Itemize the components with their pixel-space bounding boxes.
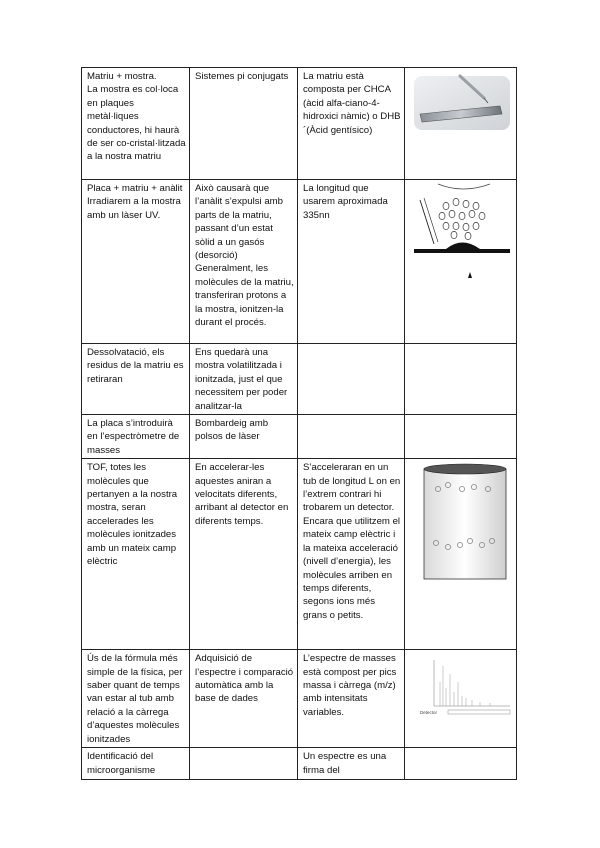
table-cell [82, 68, 190, 180]
table-cell [405, 68, 517, 180]
table-cell [190, 415, 298, 459]
table-cell [298, 459, 405, 650]
spectrum-peaks [440, 666, 490, 706]
table-cell [82, 180, 190, 344]
table-cell [82, 415, 190, 459]
laser-desorption-diagram [410, 182, 516, 294]
tube-body [424, 469, 506, 579]
row-7-note-text: Un espectre es una firma del [303, 751, 387, 776]
photo-background [414, 76, 510, 130]
table-cell [190, 344, 298, 415]
table-row [82, 415, 517, 459]
row-1-note-text: La matriu està composta per CHCA (àcid alfa-ciano-4-hidroxici nàmic) o DHB ´(Àcid gentísico) [303, 71, 401, 136]
tube-top [424, 464, 506, 474]
tof-tube-diagram [410, 461, 516, 589]
table-cell [405, 415, 517, 459]
table-cell [298, 748, 405, 780]
row-1-detail-text: Sistemes pi conjugats [195, 71, 289, 82]
table-cell [190, 748, 298, 780]
row-2-note-text: La longitud que usarem aproximada 335nn [303, 183, 388, 221]
table-cell [298, 68, 405, 180]
source-arc [438, 184, 490, 189]
table-cell [190, 650, 298, 748]
mass-spectrum-plot [410, 652, 516, 722]
row-2-detail-text: Això causarà que l’anàlit s’expulsi amb parts de la matriu, passant d’un estat sòlid a un gasós (desorció) Generalment, les molècules de la matriu, transferiran protons a la mostra, ionitzen-la durant el procés. [195, 183, 294, 329]
table-cell [405, 344, 517, 415]
row-6-detail-text: Adquisició de l’espectre i comparació automàtica amb la base de dades [195, 653, 294, 705]
table-cell [82, 344, 190, 415]
table-cell [405, 748, 517, 780]
table-cell [298, 344, 405, 415]
row-6-step-text: Ús de la fórmula més simple de la física, per saber quant de temps van estar al tub amb relació a la càrrega d’aquestes molècules ionitzades [87, 653, 183, 745]
row-2-step-text: Placa + matriu + anàlit Irradiarem a la mostra amb un làser UV. [87, 183, 183, 221]
table-cell [82, 459, 190, 650]
sample-mound [446, 243, 480, 250]
table-cell [405, 650, 517, 748]
metal-plate-photo [410, 70, 514, 140]
ion-cloud [439, 198, 485, 239]
table-cell [190, 459, 298, 650]
table-row [82, 650, 517, 748]
table-cell [190, 180, 298, 344]
row-7-step-text: Identificació del microorganisme [87, 751, 156, 776]
table-row [82, 459, 517, 650]
maldi-steps-table [81, 67, 517, 780]
table-row [82, 344, 517, 415]
arrow-icon [468, 272, 472, 278]
target-plate [414, 249, 510, 253]
table-row [82, 68, 517, 180]
row-5-step-text: TOF, totes les molècules que pertanyen a la nostra mostra, seran accelerades les molècules ionitzades amb un mateix camp elèctric [87, 462, 178, 568]
row-5-note-text: S’acceleraran en un tub de longitud L on en l’extrem contrari hi trobarem un detector. Encara que utilitzem el mateix camp elèctric i la mateixa acceleració (nivell d’energia), les molècules arriben en temps diferents, segons ions més grans o petits. [303, 462, 401, 621]
table-cell [82, 748, 190, 780]
detector-bar [448, 710, 510, 714]
row-3-step-text: Dessolvatació, els residus de la matriu es retiraran [87, 347, 184, 385]
table-row [82, 748, 517, 780]
table-cell [190, 68, 298, 180]
row-4-step-text: La placa s’introduirà en l’espectròmetre de masses [87, 418, 180, 456]
row-3-detail-text: Ens quedarà una mostra volatilitzada i ionitzada, just el que necessitem per poder analitzar-la [195, 347, 288, 412]
table-cell [82, 650, 190, 748]
table-cell [405, 180, 517, 344]
row-1-step-text: Matriu + mostra. La mostra es col·loca en plaques metàl·liques conductores, hi haurà de ser co-cristal·litzada a la nostra matriu [87, 71, 186, 163]
row-6-note-text: L’espectre de masses està compost per pics massa i càrrega (m/z) amb intensitats variables. [303, 653, 397, 718]
row-4-detail-text: Bombardeig amb polsos de làser [195, 418, 269, 443]
spectrum-axis-label: Detector [420, 710, 438, 716]
table-cell [298, 180, 405, 344]
table-cell [405, 459, 517, 650]
row-5-detail-text: En accelerar-les aquestes aniran a velocitats diferents, arribant al detector en diferents temps. [195, 462, 289, 527]
table-cell [298, 650, 405, 748]
table-cell [298, 415, 405, 459]
table-row [82, 180, 517, 344]
